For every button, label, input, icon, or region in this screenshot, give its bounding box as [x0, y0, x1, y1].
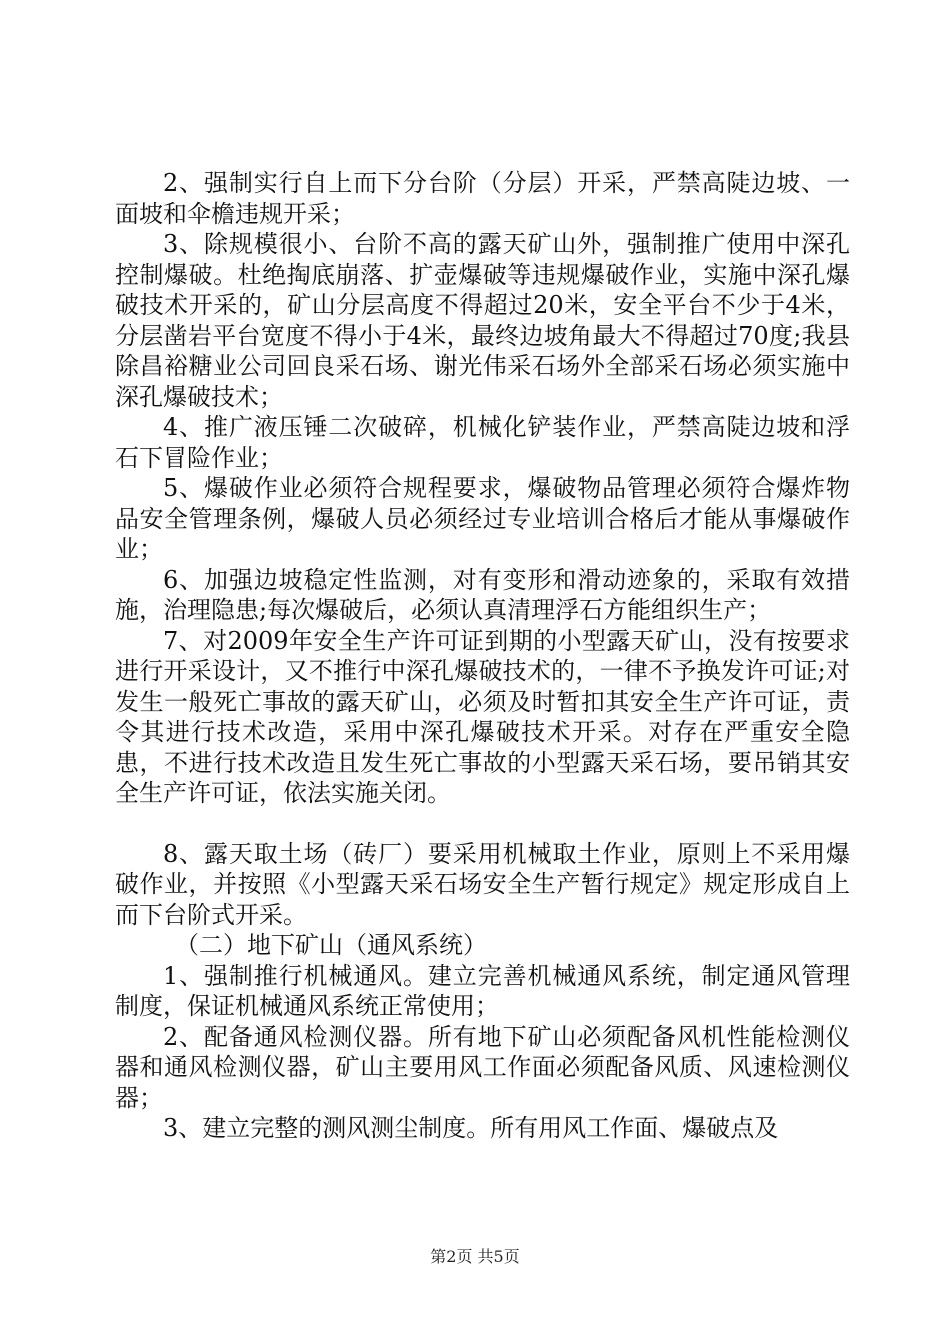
paragraph-item-8: 8、露天取土场（砖厂）要采用机械取土作业，原则上不采用爆破作业，并按照《小型露天采石场安全生产暂行规定》规定形成自上而下台阶式开采。	[115, 839, 850, 929]
paragraph-item-5: 5、爆破作业必须符合规程要求，爆破物品管理必须符合爆炸物品安全管理条例，爆破人员必须经过专业培训合格后才能从事爆破作业；	[115, 474, 850, 563]
section-paragraph-3: 3、建立完整的测风测尘制度。所有用风工作面、爆破点及	[163, 1114, 779, 1142]
document-body	[115, 168, 850, 1144]
section-paragraph-2: 2、配备通风检测仪器。所有地下矿山必须配备风机性能检测仪器和通风检测仪器，矿山主要用风工作面必须配备风质、风速检测仪器；	[115, 1022, 850, 1112]
paragraph-item-4: 4、推广液压锤二次破碎，机械化铲装作业，严禁高陡边坡和浮石下冒险作业；	[115, 413, 850, 472]
section-heading: （二）地下矿山（通风系统）	[175, 931, 487, 959]
page-number-footer: 第2页 共5页	[430, 1247, 520, 1266]
paragraph-item-2: 2、强制实行自上而下分台阶（分层）开采，严禁高陡边坡、一面坡和伞檐违规开采；	[115, 169, 850, 228]
paragraph-item-3: 3、除规模很小、台阶不高的露天矿山外，强制推广使用中深孔控制爆破。杜绝掏底崩落、扩壶爆破等违规爆破作业，实施中深孔爆破技术开采的，矿山分层高度不得超过20米，安全平台不少于4米，分层凿岩平台宽度不得小于4米，最终边坡角最大不得超过70度;我县除昌裕糖业公司回良采石场、谢光伟采石场外全部采石场必须实施中深孔爆破技术；	[115, 230, 850, 411]
section-paragraph-1: 1、强制推行机械通风。建立完善机械通风系统，制定通风管理制度，保证机械通风系统正常使用；	[115, 961, 850, 1020]
paragraph-item-7: 7、对2009年安全生产许可证到期的小型露天矿山，没有按要求进行开采设计，又不推行中深孔爆破技术的，一律不予换发许可证;对发生一般死亡事故的露天矿山，必须及时暂扣其安全生产许可证，责令其进行技术改造，采用中深孔爆破技术开采。对存在严重安全隐患，不进行技术改造且发生死亡事故的小型露天采石场，要吊销其安全生产许可证，依法实施关闭。	[115, 626, 850, 807]
paragraph-item-6: 6、加强边坡稳定性监测，对有变形和滑动迹象的，采取有效措施，治理隐患;每次爆破后，必须认真清理浮石方能组织生产；	[115, 565, 850, 624]
